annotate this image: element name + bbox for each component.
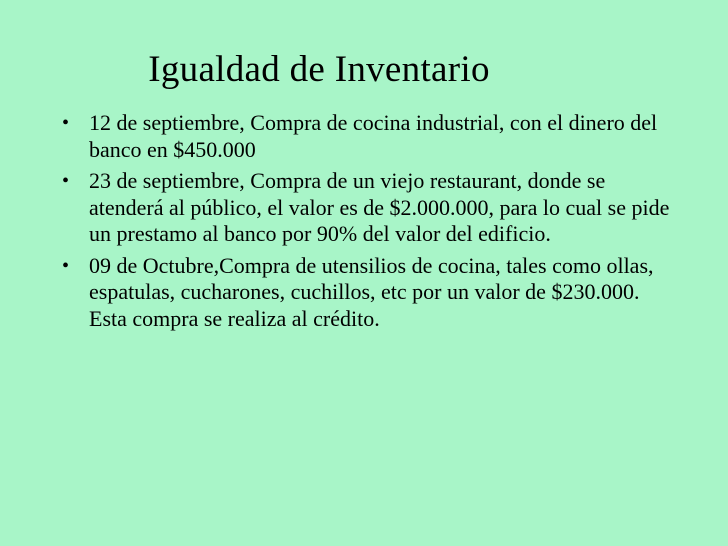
bullet-text-2: 23 de septiembre, Compra de un viejo restaurant, donde se atenderá al público, el valor es de $2.000.000, para lo cual se pide un prestamo al banco por 90% del valor del edificio.: [89, 168, 670, 246]
bullet-item-1: [62, 110, 682, 163]
bullet-icon: •: [62, 112, 70, 134]
slide-title: Igualdad de Inventario: [148, 49, 490, 90]
bullet-item-2: [62, 168, 682, 248]
bullet-item-3: [62, 253, 682, 333]
bullet-text-1: 12 de septiembre, Compra de cocina industrial, con el dinero del banco en $450.000: [89, 110, 658, 162]
bullet-list: [62, 110, 682, 337]
bullet-text-3: 09 de Octubre,Compra de utensilios de cocina, tales como ollas, espatulas, cucharones, cuchillos, etc por un valor de $230.000. Esta compra se realiza al crédito.: [89, 252, 654, 331]
bullet-icon: •: [62, 254, 70, 277]
bullet-icon: •: [62, 170, 70, 192]
